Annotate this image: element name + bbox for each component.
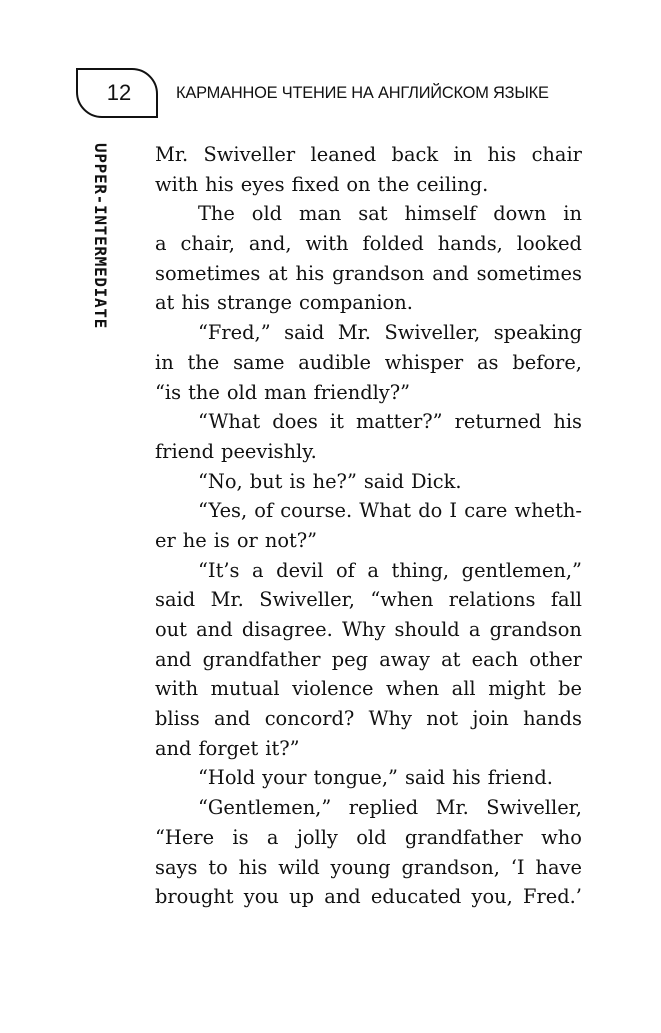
- word: man: [298, 202, 342, 226]
- word: or: [236, 528, 258, 552]
- word: companion.: [298, 291, 413, 315]
- word: of: [335, 558, 355, 582]
- word: all: [451, 677, 476, 701]
- word: other: [529, 647, 582, 671]
- word: not: [426, 707, 459, 731]
- word: at: [441, 647, 461, 671]
- text-line: [155, 734, 582, 764]
- page-number-tab: [76, 68, 158, 118]
- word: when: [386, 677, 440, 701]
- word: he?”: [312, 469, 357, 493]
- word: said: [155, 588, 196, 612]
- body-text: [155, 140, 582, 912]
- text-line: [155, 467, 582, 497]
- word: chair: [531, 143, 582, 166]
- word: grandfather: [404, 825, 523, 849]
- word: and: [196, 618, 233, 641]
- word: the: [187, 350, 220, 374]
- word: and,: [248, 232, 292, 256]
- word: er: [155, 528, 176, 552]
- word: Swiveller,: [486, 796, 582, 820]
- word: bliss: [155, 707, 200, 731]
- word: care: [464, 499, 508, 523]
- word: a: [252, 558, 264, 582]
- word: you: [243, 885, 279, 909]
- word: at: [268, 261, 288, 285]
- word: speaking: [493, 321, 582, 345]
- word: concord?: [264, 707, 355, 731]
- word: ceiling.: [416, 172, 489, 196]
- word: I: [449, 499, 458, 523]
- word: hands,: [437, 232, 503, 256]
- word: educated: [370, 885, 462, 909]
- word: replied: [348, 796, 419, 820]
- text-line: [155, 585, 582, 615]
- word: as: [477, 350, 499, 374]
- word: course.: [280, 499, 353, 523]
- word: in: [155, 350, 174, 374]
- text-line: [155, 170, 582, 200]
- word: Swiveller,: [384, 321, 481, 345]
- word: looked: [516, 232, 582, 256]
- word: Mr.: [435, 796, 469, 820]
- word: to: [208, 855, 228, 879]
- word: with: [155, 172, 199, 196]
- word: folded: [362, 232, 424, 256]
- word: “Hold: [198, 766, 256, 790]
- word: audible: [298, 350, 371, 374]
- level-side-label: UPPER-INTERMEDIATE: [91, 143, 110, 329]
- word: “Yes,: [198, 499, 248, 523]
- word: the: [377, 172, 410, 196]
- page-number: 12: [106, 80, 132, 105]
- word: Mr.: [337, 321, 371, 345]
- word: strange: [217, 291, 292, 315]
- word: out: [155, 618, 187, 641]
- word: and: [213, 707, 251, 731]
- word: should: [394, 618, 460, 641]
- word: peevishly.: [221, 439, 317, 463]
- word: Swiveller: [203, 143, 296, 166]
- word: “Gentlemen,”: [198, 796, 332, 820]
- word: tongue,”: [313, 766, 398, 790]
- word: Mr.: [210, 588, 244, 612]
- word: What: [359, 499, 412, 523]
- word: you,: [471, 885, 513, 909]
- word: might: [488, 677, 546, 701]
- word: wheth-: [514, 499, 582, 523]
- word: “is: [155, 380, 182, 404]
- word: wild: [278, 855, 320, 879]
- running-head-title: КАРМАННОЕ ЧТЕНИЕ НА АНГЛИЙСКОМ ЯЗЫКЕ: [176, 84, 549, 102]
- text-line: [155, 140, 582, 170]
- text-line: [155, 615, 582, 645]
- word: is: [289, 469, 306, 493]
- word: returned: [454, 410, 542, 434]
- word: sometimes: [155, 261, 261, 285]
- word: grandfather: [202, 647, 321, 671]
- word: friend: [155, 439, 215, 463]
- text-line: [155, 348, 582, 378]
- text-line: [155, 556, 582, 586]
- word: his: [205, 172, 234, 196]
- text-line: [155, 763, 582, 793]
- word: whisper: [384, 350, 464, 374]
- word: “It’s: [198, 558, 240, 582]
- word: a: [367, 558, 379, 582]
- word: himself: [404, 202, 477, 226]
- word: he: [182, 528, 207, 552]
- word: your: [262, 766, 307, 790]
- word: man: [264, 380, 307, 404]
- word: down: [493, 202, 547, 226]
- word: grandson,: [401, 855, 500, 879]
- word: each: [471, 647, 519, 671]
- word: Why: [368, 707, 412, 731]
- word: same: [233, 350, 285, 374]
- text-line: [155, 645, 582, 675]
- word: his: [452, 766, 481, 790]
- text-line: [155, 674, 582, 704]
- word: do: [418, 499, 443, 523]
- word: hands: [523, 707, 582, 731]
- word: up: [289, 885, 314, 909]
- text-line: [155, 793, 582, 823]
- word: chair,: [180, 232, 235, 256]
- word: and: [432, 261, 469, 285]
- word: the: [188, 380, 220, 404]
- word: jolly: [296, 825, 338, 849]
- word: Dick.: [411, 469, 462, 493]
- word: relations: [448, 588, 536, 612]
- word: and: [324, 885, 361, 909]
- word: said: [404, 766, 446, 790]
- word: sometimes: [476, 261, 582, 285]
- word: at: [155, 291, 175, 315]
- word: forget: [198, 736, 259, 760]
- word: disagree.: [241, 618, 333, 641]
- word: his: [487, 143, 517, 166]
- word: fall: [550, 588, 582, 612]
- word: said: [284, 321, 325, 345]
- word: a: [155, 232, 167, 256]
- word: old: [226, 380, 258, 404]
- word: matter?”: [355, 410, 443, 434]
- word: “Fred,”: [198, 321, 271, 345]
- word: back: [391, 143, 439, 166]
- word: with: [305, 232, 349, 256]
- word: on: [346, 172, 371, 196]
- text-line: [155, 526, 582, 556]
- word: mutual: [210, 677, 280, 701]
- word: old: [356, 825, 387, 849]
- word: join: [472, 707, 509, 731]
- word: who: [541, 825, 582, 849]
- word: sat: [358, 202, 388, 226]
- text-line: [155, 288, 582, 318]
- word: Swiveller,: [259, 588, 355, 612]
- word: his: [238, 855, 268, 879]
- word: in: [563, 202, 582, 226]
- word: old: [251, 202, 283, 226]
- text-line: [155, 229, 582, 259]
- word: his: [553, 410, 582, 434]
- word: it?”: [265, 736, 300, 760]
- word: said: [363, 469, 404, 493]
- word: ‘I: [510, 855, 525, 879]
- word: eyes: [240, 172, 285, 196]
- text-line: [155, 407, 582, 437]
- word: Fred.’: [523, 885, 582, 909]
- word: his: [181, 291, 211, 315]
- word: and: [155, 736, 192, 760]
- word: friendly?”: [313, 380, 411, 404]
- text-line: [155, 437, 582, 467]
- text-line: [155, 259, 582, 289]
- word: violence: [292, 677, 374, 701]
- text-line: [155, 378, 582, 408]
- word: “Here: [155, 825, 215, 849]
- word: before,: [512, 350, 582, 374]
- word: friend.: [487, 766, 553, 790]
- word: not?”: [264, 528, 318, 552]
- word: grandson: [489, 618, 582, 641]
- text-line: [155, 199, 582, 229]
- word: have: [535, 855, 582, 879]
- text-line: [155, 704, 582, 734]
- word: “when: [370, 588, 434, 612]
- word: his: [295, 261, 325, 285]
- word: thing,: [391, 558, 450, 582]
- word: gentlemen,”: [461, 558, 582, 582]
- word: a: [266, 825, 279, 849]
- word: leaned: [310, 143, 377, 166]
- word: Mr.: [155, 143, 189, 166]
- word: Why: [341, 618, 386, 641]
- word: The: [198, 202, 235, 226]
- text-line: [155, 318, 582, 348]
- word: but: [249, 469, 283, 493]
- word: “No,: [198, 469, 243, 493]
- text-line: [155, 853, 582, 883]
- text-line: [155, 823, 582, 853]
- text-line: [155, 496, 582, 526]
- word: away: [379, 647, 430, 671]
- word: says: [155, 855, 198, 879]
- word: in: [453, 143, 473, 166]
- word: young: [330, 855, 391, 879]
- word: peg: [331, 647, 369, 671]
- word: grandson: [332, 261, 425, 285]
- text-line: [155, 882, 582, 912]
- word: and: [155, 647, 192, 671]
- word: is: [213, 528, 230, 552]
- word: fixed: [291, 172, 340, 196]
- word: is: [232, 825, 249, 849]
- word: brought: [155, 885, 234, 909]
- word: a: [468, 618, 481, 641]
- word: “What: [198, 410, 261, 434]
- word: does: [272, 410, 318, 434]
- word: be: [558, 677, 582, 701]
- word: with: [155, 677, 199, 701]
- word: of: [254, 499, 274, 523]
- word: it: [329, 410, 344, 434]
- word: devil: [276, 558, 324, 582]
